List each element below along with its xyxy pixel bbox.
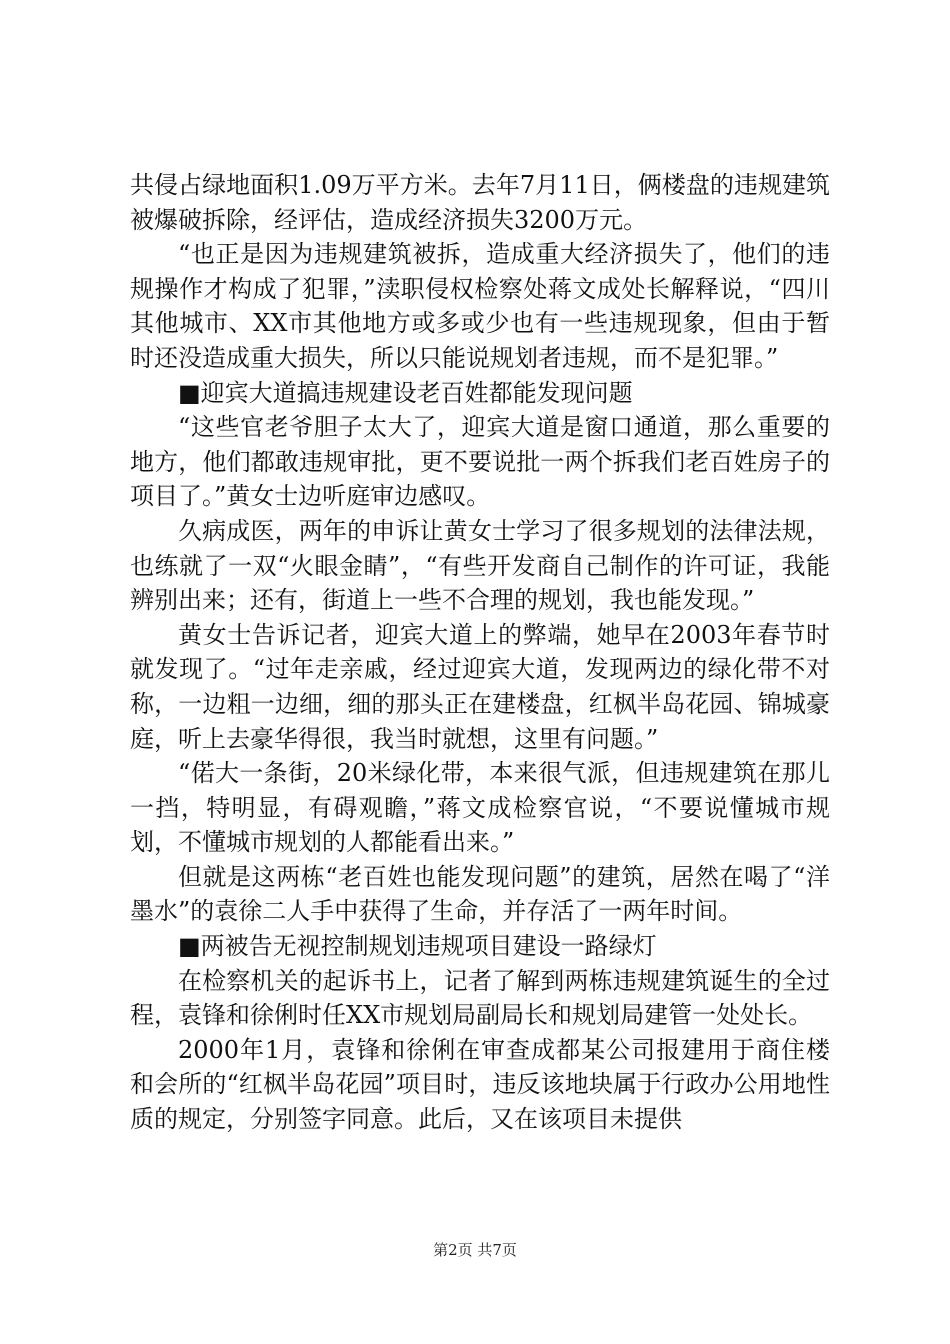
paragraph: 2000年1月，袁锋和徐俐在审查成都某公司报建用于商住楼和会所的“红枫半岛花园”项目时，违反该地块属于行政办公用地性质的规定，分别签字同意。此后，又在该项目未提供 bbox=[130, 1035, 830, 1134]
paragraph: “偌大一条街，20米绿化带，本来很气派，但违规建筑在那儿一挡，特明显，有碍观瞻，”蒋文成检察官说，“不要说懂城市规划，不懂城市规划的人都能看出来。” bbox=[130, 759, 830, 857]
paragraph: 久病成医，两年的申诉让黄女士学习了很多规划的法律法规，也练就了一双“火眼金睛”，“有些开发商自己制作的许可证，我能辨别出来；还有，街道上一些不合理的规划，我也能发现。” bbox=[130, 516, 830, 615]
section-heading: ■迎宾大道搞违规建设老百姓都能发现问题 bbox=[178, 378, 633, 407]
paragraph: “这些官老爷胆子太大了，迎宾大道是窗口通道，那么重要的地方，他们都敢违规审批，更不要说批一两个拆我们老百姓房子的项目了。”黄女士边听庭审边感叹。 bbox=[130, 413, 830, 511]
paragraph: 黄女士告诉记者，迎宾大道上的弊端，她早在2003年春节时就发现了。“过年走亲戚，经过迎宾大道，发现两边的绿化带不对称，一边粗一边细，细的那头正在建楼盘，红枫半岛花园、锦城豪庭，听上去豪华得很，我当时就想，这里有问题。” bbox=[130, 620, 830, 753]
paragraph: “也正是因为违规建筑被拆，造成重大经济损失了，他们的违规操作才构成了犯罪，”渎职侵权检察处蒋文成处长解释说，“四川其他城市、XX市其他地方或多或少也有一些违规现象，但由于暂时还没造成重大损失，所以只能说规划者违规，而不是犯罪。” bbox=[130, 240, 830, 372]
page-number-footer: 第2页 共7页 bbox=[433, 1241, 517, 1259]
paragraph: 共侵占绿地面积1.09万平方米。去年7月11日，俩楼盘的违规建筑被爆破拆除，经评估，造成经济损失3200万元。 bbox=[130, 171, 830, 234]
paragraph: 但就是这两栋“老百姓也能发现问题”的建筑，居然在喝了“洋墨水”的袁徐二人手中获得了生命，并存活了一两年时间。 bbox=[130, 862, 830, 926]
document-body bbox=[130, 168, 830, 1137]
section-heading: ■两被告无视控制规划违规项目建设一路绿灯 bbox=[178, 932, 657, 961]
paragraph: 在检察机关的起诉书上，记者了解到两栋违规建筑诞生的全过程，袁锋和徐俐时任XX市规划局副局长和规划局建管一处处长。 bbox=[130, 966, 830, 1030]
